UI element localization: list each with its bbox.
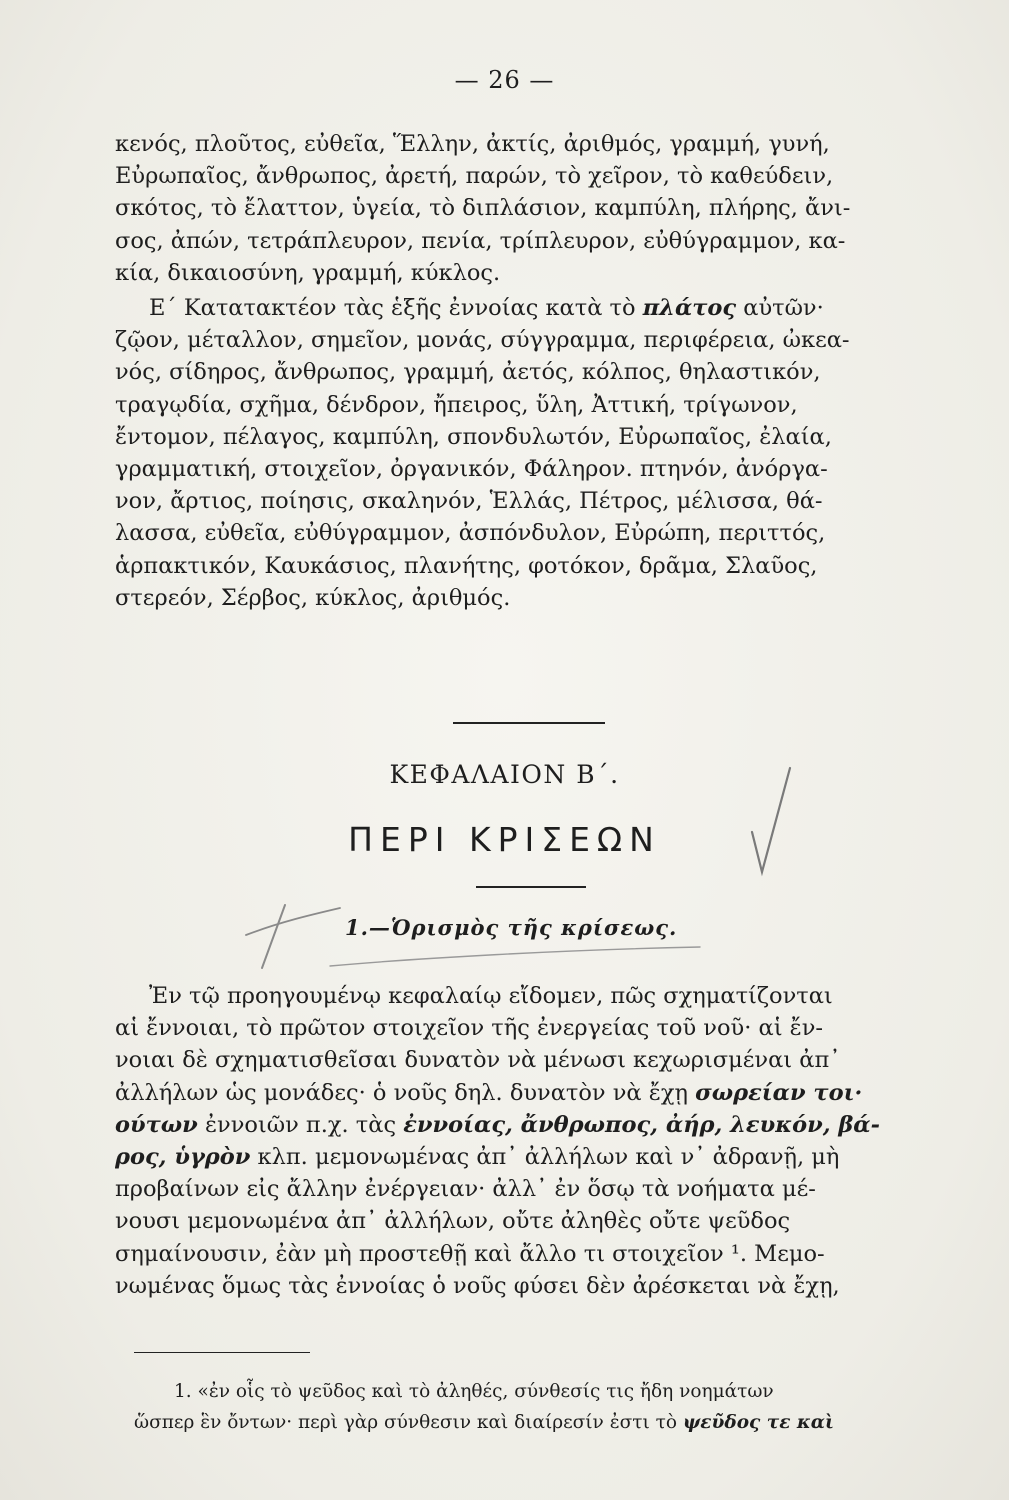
text-line: ζῷον, μέταλλον, σημεῖον, μονάς, σύγγραμμα, περιφέρεια, ὠκεα- bbox=[115, 327, 850, 354]
emphasis-word: ρος, ὑγρὸν bbox=[115, 1143, 251, 1170]
text-line: ἁρπακτικόν, Καυκάσιος, πλανήτης, φοτόκον, δρᾶμα, Σλαῦος, bbox=[115, 552, 818, 579]
pencil-cross-stroke-2 bbox=[246, 908, 340, 935]
text-line: νός, σίδηρος, ἄνθρωπος, γραμμή, ἀετός, κόλπος, θηλαστικόν, bbox=[115, 359, 821, 386]
text-line: σημαίνουσιν, ἐὰν μὴ προστεθῇ καὶ ἄλλο τι στοιχεῖον ¹. Μεμο- bbox=[115, 1240, 825, 1267]
chapter-label: ΚΕΦΑΛΑΙΟΝ Β΄. bbox=[389, 760, 620, 789]
emphasis-word: ψεῦδος τε καὶ bbox=[682, 1412, 834, 1433]
text-line: σκότος, τὸ ἔλαττον, ὑγεία, τὸ διπλάσιον, καμπύλη, πλήρης, ἄνι- bbox=[115, 195, 851, 222]
text-line: σος, ἀπών, τετράπλευρον, πενία, τρίπλευρον, εὐθύγραμμον, κα- bbox=[115, 227, 846, 254]
text-line: γραμματική, στοιχεῖον, ὀργανικόν, Φάληρον. πτηνόν, ἀνόργα- bbox=[115, 455, 828, 482]
text-span: αὐτῶν· bbox=[736, 295, 824, 321]
text-line: κία, δικαιοσύνη, γραμμή, κύκλος. bbox=[115, 259, 501, 286]
pencil-underline bbox=[330, 947, 700, 966]
pencil-check-mark bbox=[752, 768, 790, 872]
text-line: τραγῳδία, σχῆμα, δένδρον, ἤπειρος, ὕλη, Ἀττική, τρίγωνον, bbox=[115, 391, 798, 418]
text-line: προβαίνων εἰς ἄλλην ἐνέργειαν· ἀλλ᾿ ἐν ὅσῳ τὰ νοήματα μέ- bbox=[115, 1176, 816, 1203]
emphasis-word: ἐννοίας, ἄνθρωπος, ἀήρ, λευκόν, βά- bbox=[403, 1111, 880, 1138]
text-span: Ε΄ Κατατακτέον τὰς ἑξῆς ἐννοίας κατὰ τὸ bbox=[149, 295, 643, 321]
text-span: κλπ. μεμονωμένας ἀπ᾿ ἀλλήλων καὶ ν᾿ ἀδρανῇ, μὴ bbox=[250, 1143, 840, 1170]
text-line: νουσι μεμονωμένα ἀπ᾿ ἀλλήλων, οὔτε ἀληθὲς οὔτε ψεῦδος bbox=[115, 1208, 791, 1235]
text-line: στερεόν, Σέρβος, κύκλος, ἀριθμός. bbox=[115, 584, 511, 611]
text-line: Ἐν τῷ προηγουμένῳ κεφαλαίῳ εἴδομεν, πῶς σχηματίζονται bbox=[149, 983, 833, 1009]
emphasis-word: πλάτος bbox=[642, 295, 737, 321]
section-heading: 1.—Ὁρισμὸς τῆς κρίσεως. bbox=[345, 915, 678, 940]
text-line: κενός, πλοῦτος, εὐθεῖα, Ἕλλην, ἀκτίς, ἀριθμός, γραμμή, γυνή, bbox=[115, 131, 830, 157]
text-span: ἀλλήλων ὡς μονάδες· ὁ νοῦς δηλ. δυνατὸν νὰ ἔχῃ bbox=[115, 1079, 696, 1106]
chapter-title: ΠΕΡΙ ΚΡΙΣΕΩΝ bbox=[348, 820, 661, 859]
text-line: αἱ ἔννοιαι, τὸ πρῶτον στοιχεῖον τῆς ἐνεργείας τοῦ νοῦ· αἱ ἔν- bbox=[115, 1015, 824, 1042]
text-line: νοιαι δὲ σχηματισθεῖσαι δυνατὸν νὰ μένωσι κεχωρισμέναι ἀπ᾿ bbox=[115, 1047, 841, 1074]
text-span: ὥσπερ ἓν ὄντων· περὶ γὰρ σύνθεσιν καὶ διαίρεσίν ἐστι τὸ bbox=[134, 1412, 683, 1433]
text-span: ἐννοιῶν π.χ. τὰς bbox=[197, 1111, 404, 1138]
text-line: Εὐρωπαῖος, ἄνθρωπος, ἀρετή, παρών, τὸ χεῖρον, τὸ καθεύδειν, bbox=[115, 163, 834, 190]
footnote-line: 1. «ἐν οἷς τὸ ψεῦδος καὶ τὸ ἀληθές, σύνθεσίς τις ἤδη νοημάτων bbox=[174, 1381, 774, 1402]
page-number: — 26 — bbox=[454, 66, 555, 94]
text-line: λασσα, εὐθεῖα, εὐθύγραμμον, ἀσπόνδυλον, Εὐρώπη, περιττός, bbox=[115, 520, 826, 547]
pencil-cross-stroke-1 bbox=[262, 905, 285, 968]
emphasis-word: σωρείαν τοι· bbox=[695, 1079, 863, 1106]
text-line: ἔντομον, πέλαγος, καμπύλη, σπονδυλωτόν, Εὐρωπαῖος, ἐλαία, bbox=[115, 423, 832, 450]
emphasis-word: ούτων bbox=[115, 1111, 198, 1138]
text-line: νωμένας ὅμως τὰς ἐννοίας ὁ νοῦς φύσει δὲν ἀρέσκεται νὰ ἔχῃ, bbox=[115, 1272, 840, 1299]
text-line: νον, ἄρτιος, ποίησις, σκαληνόν, Ἑλλάς, Πέτρος, μέλισσα, θά- bbox=[115, 488, 823, 515]
